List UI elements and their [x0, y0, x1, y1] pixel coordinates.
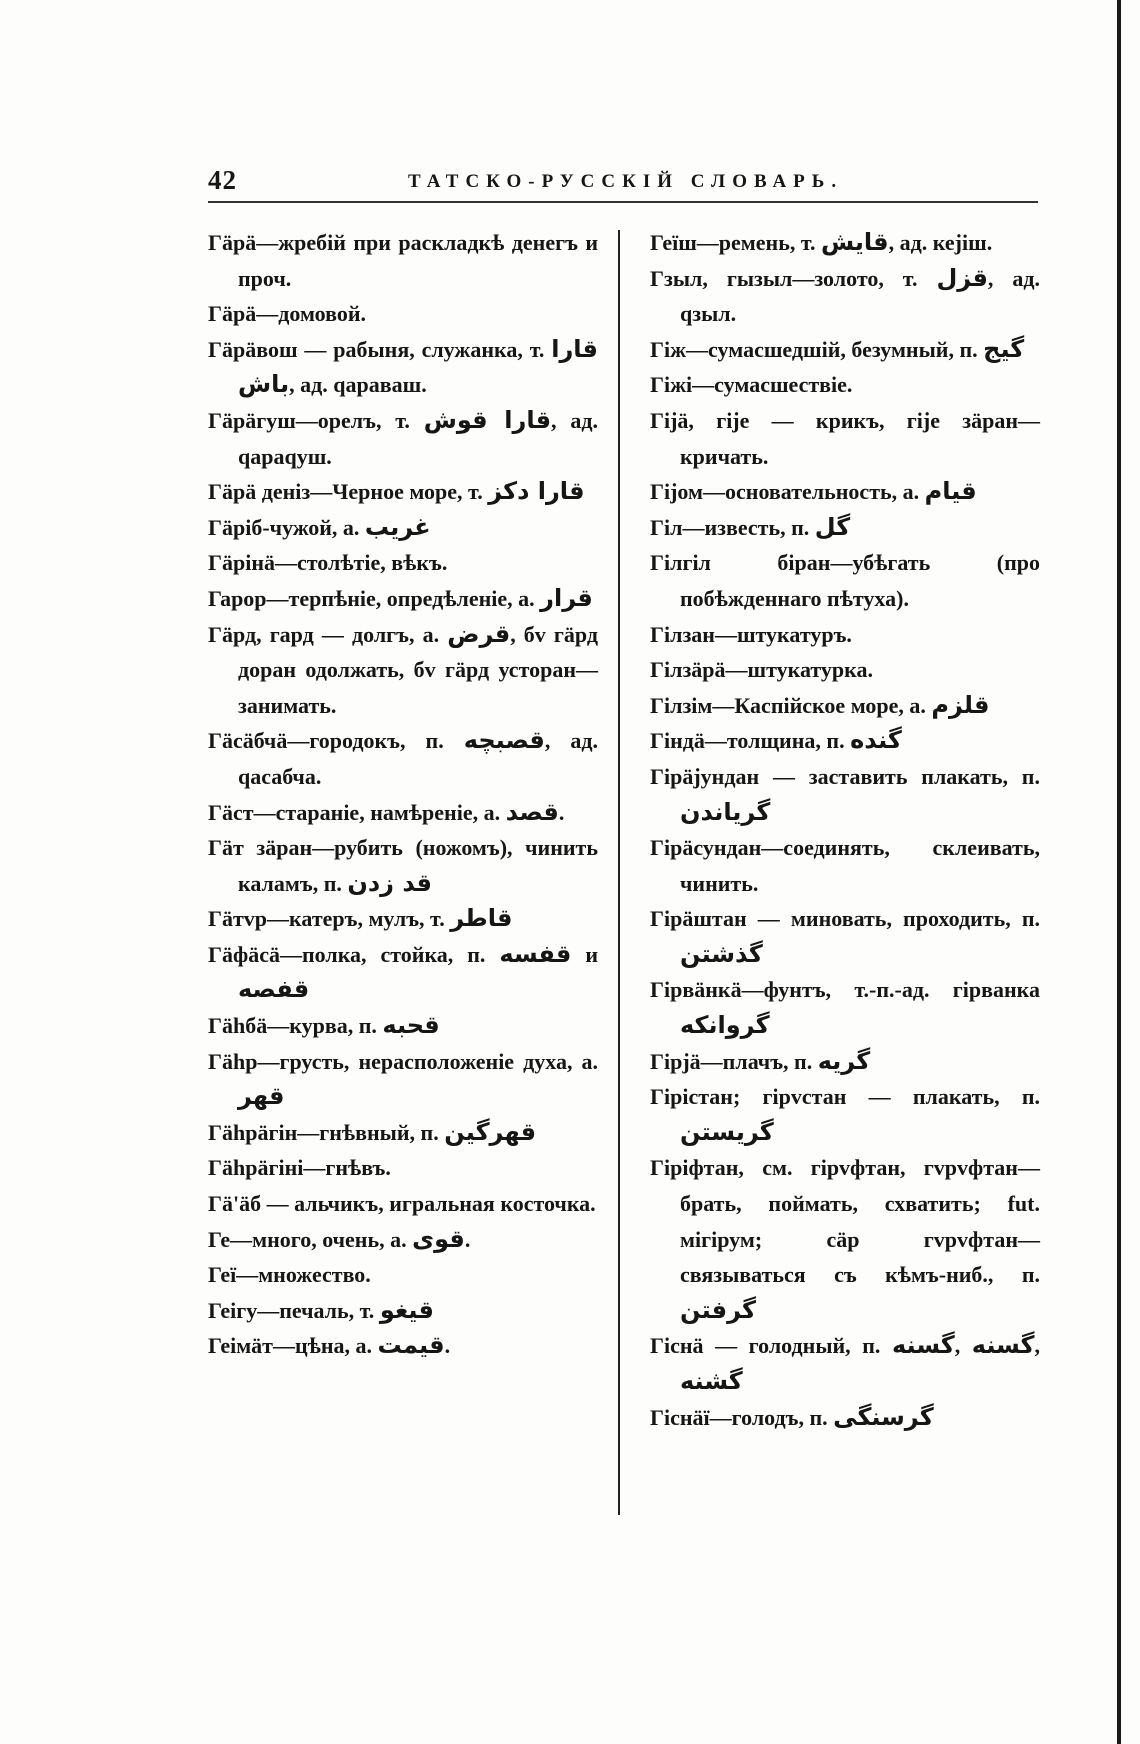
dictionary-entry — [208, 1044, 598, 1115]
arabic-script: گروانكه — [680, 1011, 770, 1040]
entry-text: Гäрä деніз—Черное море, т. — [208, 479, 483, 505]
arabic-script: گسنه — [971, 1331, 1035, 1360]
dictionary-entry — [208, 510, 598, 546]
entry-text: Гіжі—сумасшествіе. — [650, 372, 853, 398]
entry-text: Гähрäгіні—гнѣвъ. — [208, 1155, 391, 1181]
entry-text: Гарор—терпѣніе, опредѣленіе, а. — [208, 585, 535, 611]
dictionary-entry — [208, 1150, 598, 1186]
dictionary-entry — [208, 403, 598, 474]
arabic-script: قهرگين — [444, 1117, 537, 1146]
dictionary-entry — [650, 225, 1040, 261]
entry-text: Гäрäгуш—орелъ, т. — [208, 407, 410, 433]
running-title: ТАТСКО-РУССКІЙ СЛОВАРЬ. — [408, 171, 844, 192]
entry-text: Гірäјундан — заставить плакать, п. — [650, 763, 1040, 789]
dictionary-entry — [208, 617, 598, 724]
entry-text: Гäріб-чужой, а. — [208, 514, 360, 540]
entry-text: Гähбä—курва, п. — [208, 1013, 377, 1039]
entry-text: Гäфäсä—полка, стойка, п. — [208, 941, 486, 967]
dictionary-entry — [208, 1186, 598, 1222]
entry-text: Гähр—грусть, нерасположеніе духа, а. — [208, 1048, 598, 1074]
column-divider — [618, 230, 620, 1515]
dictionary-entry — [650, 901, 1040, 972]
entry-text: Ге—много, очень, а. — [208, 1226, 407, 1252]
entry-text: , — [954, 1333, 961, 1359]
arabic-script: گل — [814, 512, 851, 541]
dictionary-entry — [650, 545, 1040, 616]
arabic-script: گرسنگی — [833, 1402, 934, 1431]
dictionary-entry — [208, 296, 598, 332]
arabic-script: قفصه — [238, 975, 310, 1004]
arabic-script: قارا قوش — [423, 405, 552, 434]
arabic-script: قصبچه — [463, 726, 545, 755]
dictionary-entry — [650, 1044, 1040, 1080]
entry-text: Геігу—печаль, т. — [208, 1297, 375, 1323]
dictionary-entry — [650, 723, 1040, 759]
page-edge-rule — [1117, 0, 1121, 1744]
entry-text: Гіж—сумасшедшій, безумный, п. — [650, 336, 978, 362]
arabic-script: گرياندن — [680, 797, 771, 826]
entry-text: , — [1034, 1333, 1041, 1359]
arabic-script: غريب — [364, 512, 431, 541]
entry-text: Гіјä, гіје — крикъ, гіје зäран— кричать. — [650, 407, 1040, 469]
dictionary-entry — [208, 225, 598, 296]
entry-text: Геїш—ремень, т. — [650, 230, 816, 255]
arabic-script: قصد — [505, 797, 559, 826]
right-column — [650, 225, 1040, 1435]
entry-text: Гähрäгін—гнѣвный, п. — [208, 1119, 439, 1145]
entry-text: , ад. qараqуш. — [238, 407, 598, 469]
arabic-script: گرفتن — [680, 1295, 756, 1324]
arabic-script: گيج — [983, 334, 1025, 363]
entry-text: , ад. qараваш. — [289, 372, 427, 398]
dictionary-entry — [208, 1328, 598, 1364]
entry-text: Гäрд, гард — долгъ, а. — [208, 621, 440, 647]
dictionary-entry — [650, 1150, 1040, 1328]
entry-text: Гäрäвош — рабыня, служанка, т. — [208, 336, 545, 362]
dictionary-entry — [208, 1115, 598, 1151]
dictionary-entry — [208, 1293, 598, 1329]
arabic-script: قارا باش — [238, 334, 599, 399]
entry-text: Гірäсундан—соединять, склеивать, чинить. — [650, 835, 1040, 896]
dictionary-entry — [208, 937, 598, 1008]
entry-text: Гірістан; гірvстан — плакать, п. — [650, 1084, 1040, 1110]
dictionary-entry — [208, 795, 598, 831]
entry-text: Гіјом—основательность, а. — [650, 479, 920, 505]
arabic-script: قيغو — [379, 1295, 434, 1324]
dictionary-entry — [650, 403, 1040, 474]
arabic-script: گريستن — [680, 1117, 774, 1146]
entry-text: Гäрä—домовой. — [208, 301, 366, 327]
dictionary-entry — [650, 1400, 1040, 1436]
dictionary-entry — [650, 688, 1040, 724]
entry-text: . — [558, 799, 565, 825]
arabic-script: قايش — [820, 228, 889, 256]
dictionary-entry — [650, 367, 1040, 403]
arabic-script: قاطر — [450, 904, 513, 933]
entry-text: , бv гäрд доран одолжать, бv гäрд усторан—занимать. — [238, 621, 598, 718]
entry-text: Гіл—известь, п. — [650, 514, 810, 540]
entry-text: Гіснä — голодный, п. — [650, 1333, 881, 1359]
arabic-script: قارا دكز — [488, 477, 585, 506]
dictionary-entry — [650, 652, 1040, 688]
entry-text: Геімäт—цѣна, а. — [208, 1333, 373, 1359]
entry-text: Гäсäбчä—городокъ, п. — [208, 728, 444, 754]
entry-text: . — [464, 1226, 471, 1252]
entry-text: Гäтvр—катеръ, мулъ, т. — [208, 906, 445, 932]
entry-text: Гірвäнкä—фунтъ, т.-п.-ад. гірванка — [650, 977, 1040, 1003]
entry-text: Гä'äб — альчикъ, игральная косточка. — [208, 1191, 596, 1217]
entry-text: , ад. кејіш. — [888, 230, 993, 255]
arabic-script: قيام — [924, 477, 977, 506]
entry-text: Гäст—стараніе, намѣреніе, а. — [208, 799, 501, 825]
dictionary-entry — [208, 1008, 598, 1044]
dictionary-entry — [650, 1079, 1040, 1150]
dictionary-entry — [650, 759, 1040, 830]
dictionary-entry — [650, 332, 1040, 368]
dictionary-entry — [650, 972, 1040, 1043]
entry-text: Гілзäрä—штукатурка. — [650, 657, 873, 683]
dictionary-entry — [208, 474, 598, 510]
page-number: 42 — [208, 165, 237, 195]
left-column — [208, 225, 598, 1364]
dictionary-entry — [650, 617, 1040, 653]
arabic-script: گذشتن — [680, 939, 763, 968]
entry-text: . — [444, 1333, 451, 1359]
entry-text: Гіснäї—голодъ, п. — [650, 1404, 828, 1430]
arabic-script: قلزم — [931, 690, 990, 719]
dictionary-entry — [650, 474, 1040, 510]
dictionary-entry — [208, 901, 598, 937]
dictionary-entry — [650, 830, 1040, 901]
dictionary-entry — [208, 830, 598, 901]
arabic-script: گنده — [850, 726, 902, 755]
entry-text: Гірјä—плачъ, п. — [650, 1048, 813, 1074]
entry-text: и — [571, 941, 598, 967]
entry-text: Гäрінä—столѣтіе, вѣкъ. — [208, 550, 448, 576]
entry-text: Гірäштан — миновать, проходить, п. — [650, 906, 1040, 932]
entry-text: Гзыл, гызыл—золото, т. — [650, 265, 918, 291]
arabic-script: گسنه — [891, 1331, 955, 1360]
arabic-script: قوى — [412, 1224, 465, 1253]
entry-text: Гілгіл біран—убѣгать (про побѣжденнаго пѣтуха). — [650, 550, 1040, 611]
arabic-script: قرض — [447, 619, 511, 648]
dictionary-entry — [208, 581, 598, 617]
entry-text: Гäт зäран—рубить (ножомъ), чинить каламъ, п. — [208, 835, 598, 896]
dictionary-entry — [208, 723, 598, 794]
entry-text: Гäрä—жребій при раскладкѣ денегъ и проч. — [208, 230, 598, 291]
arabic-script: قرار — [540, 583, 593, 612]
entry-text: Гілзім—Каспійское море, а. — [650, 692, 926, 718]
arabic-script: گشنه — [680, 1367, 743, 1395]
dictionary-entry — [650, 261, 1040, 332]
arabic-script: قد زدن — [347, 868, 432, 897]
entry-text: Гіндä—толщина, п. — [650, 728, 845, 754]
entry-text: Геї—множество. — [208, 1262, 371, 1288]
header-rule — [208, 201, 1038, 203]
dictionary-entry — [208, 332, 598, 403]
arabic-script: قحبه — [382, 1011, 440, 1040]
entry-text: , ад. qасабча. — [238, 728, 598, 789]
dictionary-entry — [650, 1328, 1040, 1399]
arabic-script: گريه — [817, 1046, 871, 1075]
arabic-script: قزل — [936, 263, 988, 292]
entry-text: Гіріфтан, см. гірvфтан, гvрvфтан— брать, поймать, схватить; fut. мігірум; сäр гvрvфтан—связываться съ кѣмъ-ниб., п. — [650, 1155, 1040, 1288]
entry-text: Гілзан—штукатуръ. — [650, 621, 852, 647]
dictionary-entry — [208, 1257, 598, 1293]
arabic-script: قهر — [238, 1082, 285, 1111]
page-header — [208, 165, 1038, 205]
arabic-script: قفسه — [499, 939, 572, 968]
arabic-script: قيمت — [377, 1331, 445, 1360]
dictionary-entry — [650, 510, 1040, 546]
dictionary-entry — [208, 545, 598, 581]
dictionary-entry — [208, 1222, 598, 1258]
entry-text: , ад. qзыл. — [680, 265, 1040, 327]
